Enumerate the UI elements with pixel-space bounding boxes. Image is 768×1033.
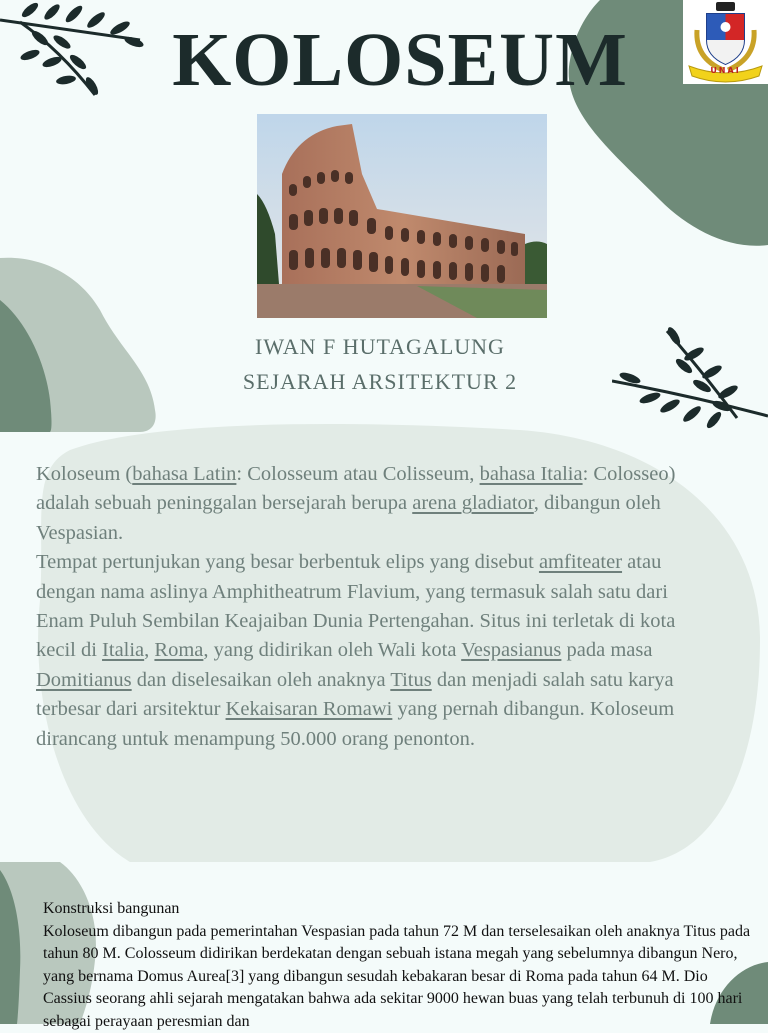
leaf-branch-top-left (0, 0, 150, 100)
intro-text-segment: atau dengan nama aslinya Amphitheatrum Flavium, yang termasuk salah satu dari Enam Puluh Sembilan Keajaiban Dunia Pertengahan. Situs ini terletak di kota kecil di (36, 551, 675, 661)
intro-text-segment: Koloseum ( (36, 463, 132, 485)
page-title: KOLOSEUM (140, 14, 660, 106)
author-name: IWAN F HUTAGALUNG (200, 334, 560, 360)
intro-text-segment: pada masa (561, 639, 652, 661)
university-logo (683, 0, 768, 84)
link-arena-gladiator[interactable]: arena gladiator (412, 492, 534, 514)
link-bahasa-latin[interactable]: bahasa Latin (132, 463, 236, 485)
intro-text-segment: yang pernah dibangun. Koloseum dirancang untuk menampung 50.000 orang penonton. (36, 698, 674, 749)
link-kekaisaran-romawi[interactable]: Kekaisaran Romawi (226, 698, 393, 720)
intro-text-segment: Tempat pertunjukan yang besar berbentuk elips yang disebut (36, 551, 539, 573)
construction-section (43, 898, 755, 1033)
intro-text (36, 460, 696, 754)
intro-text-segment: , dibangun oleh Vespasian. (36, 492, 661, 543)
link-titus[interactable]: Titus (390, 669, 431, 691)
course-name: SEJARAH ARSITEKTUR 2 (200, 369, 560, 395)
intro-text-segment: : Colosseum atau Colisseum, (236, 463, 479, 485)
intro-text-segment: , (144, 639, 154, 661)
link-domitianus[interactable]: Domitianus (36, 669, 132, 691)
intro-text-segment: , yang didirikan oleh Wali kota (203, 639, 461, 661)
intro-text-segment: dan diselesaikan oleh anaknya (132, 669, 391, 691)
link-roma[interactable]: Roma (154, 639, 203, 661)
section-body: Koloseum dibangun pada pemerintahan Vespasian pada tahun 72 M dan terselesaikan oleh anaknya Titus pada tahun 80 M. Colosseum didirikan berdekatan dengan sebuah istana megah yang sebelumnya dibangun Nero, yang bernama Domus Aurea[3] yang dibangun sesudah kebakaran besar di Roma pada tahun 64 M. Dio Cassius seorang ahli sejarah mengatakan bahwa ada sekitar 9000 hewan buas yang telah terbunuh di 100 hari sebagai perayaan peresmian dan (43, 921, 755, 1033)
link-vespasianus[interactable]: Vespasianus (461, 639, 561, 661)
intro-text-segment: dan menjadi salah satu karya terbesar dari arsitektur (36, 669, 674, 720)
section-heading: Konstruksi bangunan (43, 898, 755, 921)
link-bahasa-italia[interactable]: bahasa Italia (480, 463, 583, 485)
link-italia[interactable]: Italia (102, 639, 144, 661)
colosseum-photo (257, 114, 547, 318)
intro-text-segment: : Colosseo) adalah sebuah peninggalan bersejarah berupa (36, 463, 675, 514)
link-amfiteater[interactable]: amfiteater (539, 551, 622, 573)
logo-text: UNAI (707, 66, 744, 75)
leaf-branch-right (612, 326, 768, 430)
